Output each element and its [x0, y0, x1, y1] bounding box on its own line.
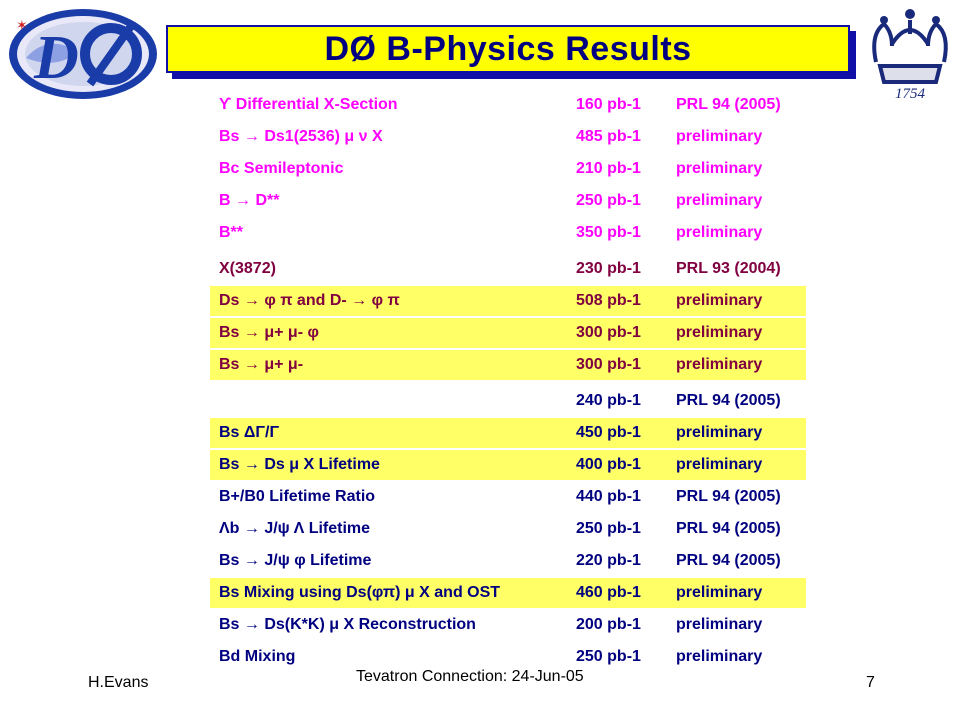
publication-status: preliminary	[676, 324, 763, 341]
luminosity: 230 pb-1	[576, 260, 641, 277]
publication-status: preliminary	[676, 456, 763, 473]
table-row	[210, 610, 806, 640]
luminosity: 250 pb-1	[576, 648, 641, 665]
result-name: Bs → Ds1(2536) μ ν X	[219, 128, 383, 145]
d0-logo	[8, 8, 158, 100]
luminosity: 250 pb-1	[576, 520, 641, 537]
result-name: Ds → φ π and D- → φ π	[219, 292, 400, 309]
publication-status: preliminary	[676, 648, 763, 665]
result-name: Bs → μ+ μ-	[219, 356, 304, 373]
publication-status: PRL 94 (2005)	[676, 96, 781, 113]
table-row	[210, 578, 806, 608]
luminosity: 300 pb-1	[576, 324, 641, 341]
table-row	[210, 482, 806, 512]
result-name: B → D**	[219, 192, 280, 209]
svg-text:✶: ✶	[16, 17, 28, 33]
luminosity: 440 pb-1	[576, 488, 641, 505]
table-row	[210, 186, 806, 216]
luminosity: 400 pb-1	[576, 456, 641, 473]
luminosity: 460 pb-1	[576, 584, 641, 601]
result-name: Λb → J/ψ Λ Lifetime	[219, 520, 371, 537]
publication-status: PRL 94 (2005)	[676, 552, 781, 569]
footer-author: H.Evans	[88, 674, 149, 691]
table-row	[210, 122, 806, 152]
result-name: Bs ΔΓ/Γ	[219, 424, 280, 441]
footer-page-number: 7	[866, 674, 875, 691]
publication-status: preliminary	[676, 128, 763, 145]
table-row	[210, 514, 806, 544]
table-row	[210, 318, 806, 348]
luminosity: 250 pb-1	[576, 192, 641, 209]
result-name: Bs → Ds μ X Lifetime	[219, 456, 380, 473]
publication-status: preliminary	[676, 160, 763, 177]
result-name: Bs Mixing using Ds(φπ) μ X and OST	[219, 584, 501, 601]
table-row	[210, 154, 806, 184]
title-box	[166, 25, 850, 73]
publication-status: PRL 94 (2005)	[676, 520, 781, 537]
result-name: Bs → μ+ μ- φ	[219, 324, 319, 341]
columbia-crown-logo	[862, 4, 958, 104]
luminosity: 485 pb-1	[576, 128, 641, 145]
result-name: Bc Semileptonic	[219, 160, 344, 177]
luminosity: 200 pb-1	[576, 616, 641, 633]
table-row	[210, 386, 806, 416]
result-name: ϒ Differential X-Section	[219, 96, 398, 113]
publication-status: PRL 93 (2004)	[676, 260, 781, 277]
luminosity: 210 pb-1	[576, 160, 641, 177]
luminosity: 160 pb-1	[576, 96, 641, 113]
page-title: DØ B-Physics Results	[324, 29, 692, 68]
svg-text:D: D	[34, 24, 79, 92]
table-row	[210, 350, 806, 380]
luminosity: 450 pb-1	[576, 424, 641, 441]
table-row	[210, 546, 806, 576]
table-row	[210, 254, 806, 284]
luminosity: 220 pb-1	[576, 552, 641, 569]
publication-status: preliminary	[676, 424, 763, 441]
luminosity: 300 pb-1	[576, 356, 641, 373]
table-row	[210, 218, 806, 248]
svg-text:1754: 1754	[895, 86, 925, 102]
publication-status: preliminary	[676, 292, 763, 309]
table-row	[210, 418, 806, 448]
publication-status: PRL 94 (2005)	[676, 488, 781, 505]
result-name: B**	[219, 224, 244, 241]
publication-status: preliminary	[676, 616, 763, 633]
luminosity: 350 pb-1	[576, 224, 641, 241]
table-row	[210, 450, 806, 480]
result-name: Bd Mixing	[219, 648, 296, 665]
publication-status: PRL 94 (2005)	[676, 392, 781, 409]
table-row	[210, 90, 806, 120]
luminosity: 240 pb-1	[576, 392, 641, 409]
table-row	[210, 286, 806, 316]
luminosity: 508 pb-1	[576, 292, 641, 309]
publication-status: preliminary	[676, 192, 763, 209]
publication-status: preliminary	[676, 356, 763, 373]
result-name: Bs → Ds(K*K) μ X Reconstruction	[219, 616, 476, 633]
publication-status: preliminary	[676, 224, 763, 241]
result-name: X(3872)	[219, 260, 276, 277]
footer-event: Tevatron Connection: 24-Jun-05	[356, 668, 584, 685]
result-name: Bs → J/ψ φ Lifetime	[219, 552, 372, 569]
result-name: B+/B0 Lifetime Ratio	[219, 488, 376, 505]
publication-status: preliminary	[676, 584, 763, 601]
